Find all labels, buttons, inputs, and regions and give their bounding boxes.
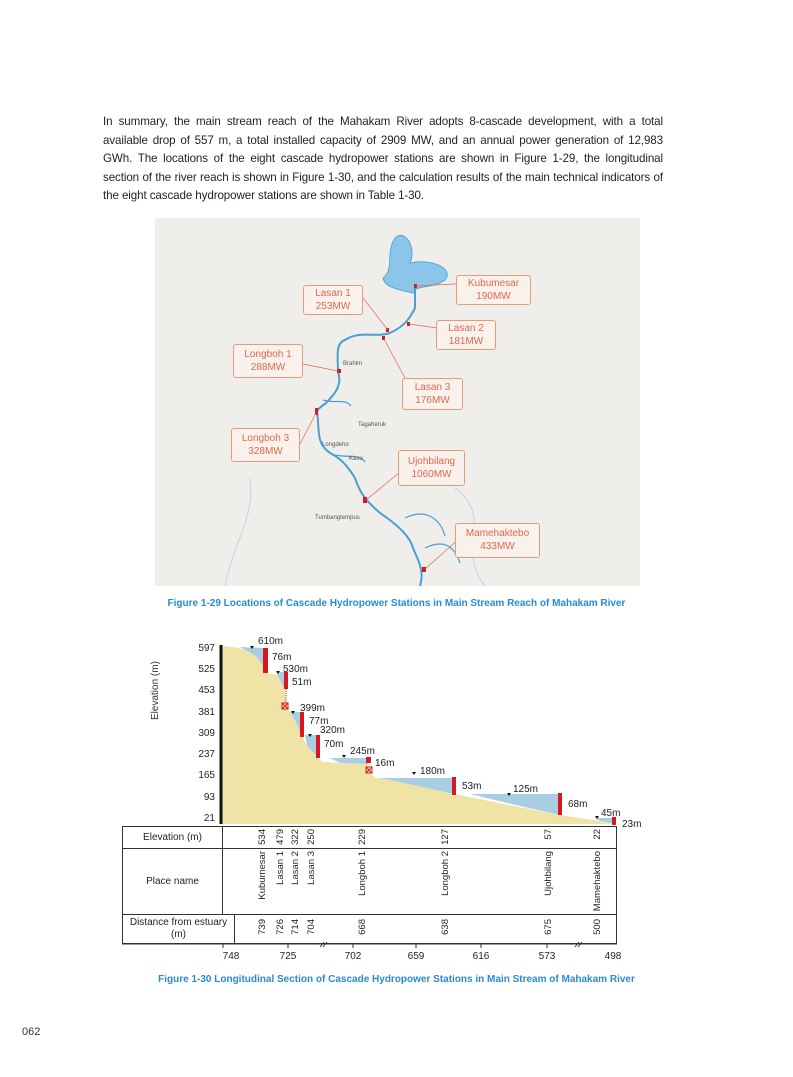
town-label: Tumbangtempus [315, 515, 360, 521]
water-level-label: 610m [258, 636, 284, 647]
row-header: Distance from estuary (m) [123, 915, 235, 943]
station-distance: 668 [357, 919, 368, 935]
town-label: Tagaheruk [358, 422, 387, 428]
head-label: 68m [568, 799, 588, 810]
water-level-label: 245m [350, 746, 376, 757]
station-elevation: 229 [357, 829, 368, 845]
map-label-ujohbilang: Ujohbilang 1060MW [398, 450, 465, 486]
station-distance: 726 [275, 919, 286, 935]
map-label-lasan-1: Lasan 1 253MW [303, 285, 363, 315]
station-elevation: 127 [440, 829, 451, 845]
station-distance: 638 [440, 919, 451, 935]
station-place-name: Lasan 3 [306, 851, 317, 885]
y-tick: 165 [198, 770, 215, 781]
station-distance: 675 [543, 919, 554, 935]
station-elevation: 322 [290, 829, 301, 845]
row-header: Place name [123, 849, 223, 914]
x-tick-label: 702 [344, 951, 362, 962]
station-place-name: Longboh 1 [357, 851, 368, 896]
town-label: Longdeho [322, 442, 349, 448]
map-label-lasan-3: Lasan 3 176MW [402, 378, 463, 410]
head-label: 51m [292, 677, 312, 688]
station-place-name: Lasan 2 [290, 851, 301, 885]
station-elevation: 57 [543, 829, 554, 840]
head-label: 16m [375, 758, 395, 769]
y-tick: 597 [198, 643, 215, 654]
station-elevation: 534 [257, 829, 268, 845]
x-tick-label: 659 [407, 951, 425, 962]
station-elevation: 479 [275, 829, 286, 845]
station-elevation: 22 [592, 829, 603, 840]
head-label: 53m [462, 781, 482, 792]
y-tick: 525 [198, 664, 215, 675]
dam [452, 777, 456, 795]
station-distance: 500 [592, 919, 603, 935]
x-tick-label: 616 [472, 951, 490, 962]
y-tick: 453 [198, 685, 215, 696]
y-tick: 21 [203, 813, 215, 824]
station-place-name: Ujohbilang [543, 851, 554, 896]
station-distance: 739 [257, 919, 268, 935]
dam [263, 648, 268, 673]
head-label: 76m [272, 652, 292, 663]
station-elevation: 250 [306, 829, 317, 845]
station-distance: 714 [290, 919, 301, 935]
station-distance: 704 [306, 919, 317, 935]
y-tick: 237 [198, 749, 215, 760]
y-axis-label: Elevation (m) [150, 661, 161, 720]
water-level-label: 399m [300, 703, 326, 714]
map-label-longboh-3: Longboh 3 328MW [231, 428, 300, 462]
row-header: Elevation (m) [123, 827, 223, 848]
dam [300, 712, 304, 737]
x-tick-label: 573 [538, 951, 556, 962]
station-place-name: Longboh 2 [440, 851, 451, 896]
y-tick: 381 [198, 707, 215, 718]
head-label: 70m [324, 739, 344, 750]
town-label: Kasu [349, 456, 363, 462]
dam [558, 793, 562, 815]
water-level-label: 125m [513, 784, 539, 795]
figure-1-30-caption: Figure 1-30 Longitudinal Section of Cascade Hydropower Stations in Main Stream of Mahakam River [158, 974, 635, 985]
station-place-name: Kubumesar [257, 851, 268, 900]
station-place-name: Lasan 1 [275, 851, 286, 885]
head-label: 23m [622, 819, 642, 830]
figure-1-29-caption: Figure 1-29 Locations of Cascade Hydropower Stations in Main Stream Reach of Mahakam River [167, 598, 626, 609]
water-level-label: 530m [283, 664, 309, 675]
map-label-mamehaktebo: Mamehaktebo 433MW [455, 523, 540, 558]
body-paragraph: In summary, the main stream reach of the Mahakam River adopts 8-cascade development, with a total available drop of 557 m, a total installed capacity of 2909 MW, and an annual power generation of 12,983 GWh. The locations of the eight cascade hydropower stations are shown in Figure 1-29, the longitudinal section of the river reach is shown in Figure 1-30, and the calculation results of the main technical indicators of the eight cascade hydropower stations are shown in Table 1-30. [103, 115, 663, 203]
y-tick: 93 [203, 792, 215, 803]
water-level-label: 320m [320, 725, 346, 736]
map-label-kubumesar: Kubumesar 190MW [456, 275, 531, 305]
water-level-label: 45m [601, 808, 621, 819]
page-number: 062 [22, 1026, 41, 1038]
y-tick: 309 [198, 728, 215, 739]
x-tick-label: 498 [604, 951, 622, 962]
dam [366, 757, 371, 763]
head-label: 77m [309, 716, 329, 727]
map-label-longboh-1: Longboh 1 288MW [233, 344, 303, 378]
water-level-label: 180m [420, 766, 446, 777]
dam [316, 735, 320, 758]
town-label: Brahim [343, 361, 363, 367]
map-label-lasan-2: Lasan 2 181MW [436, 320, 496, 350]
x-tick-label: 748 [222, 951, 240, 962]
x-tick-label: 725 [279, 951, 297, 962]
station-place-name: Mamehaktebo [592, 851, 603, 912]
